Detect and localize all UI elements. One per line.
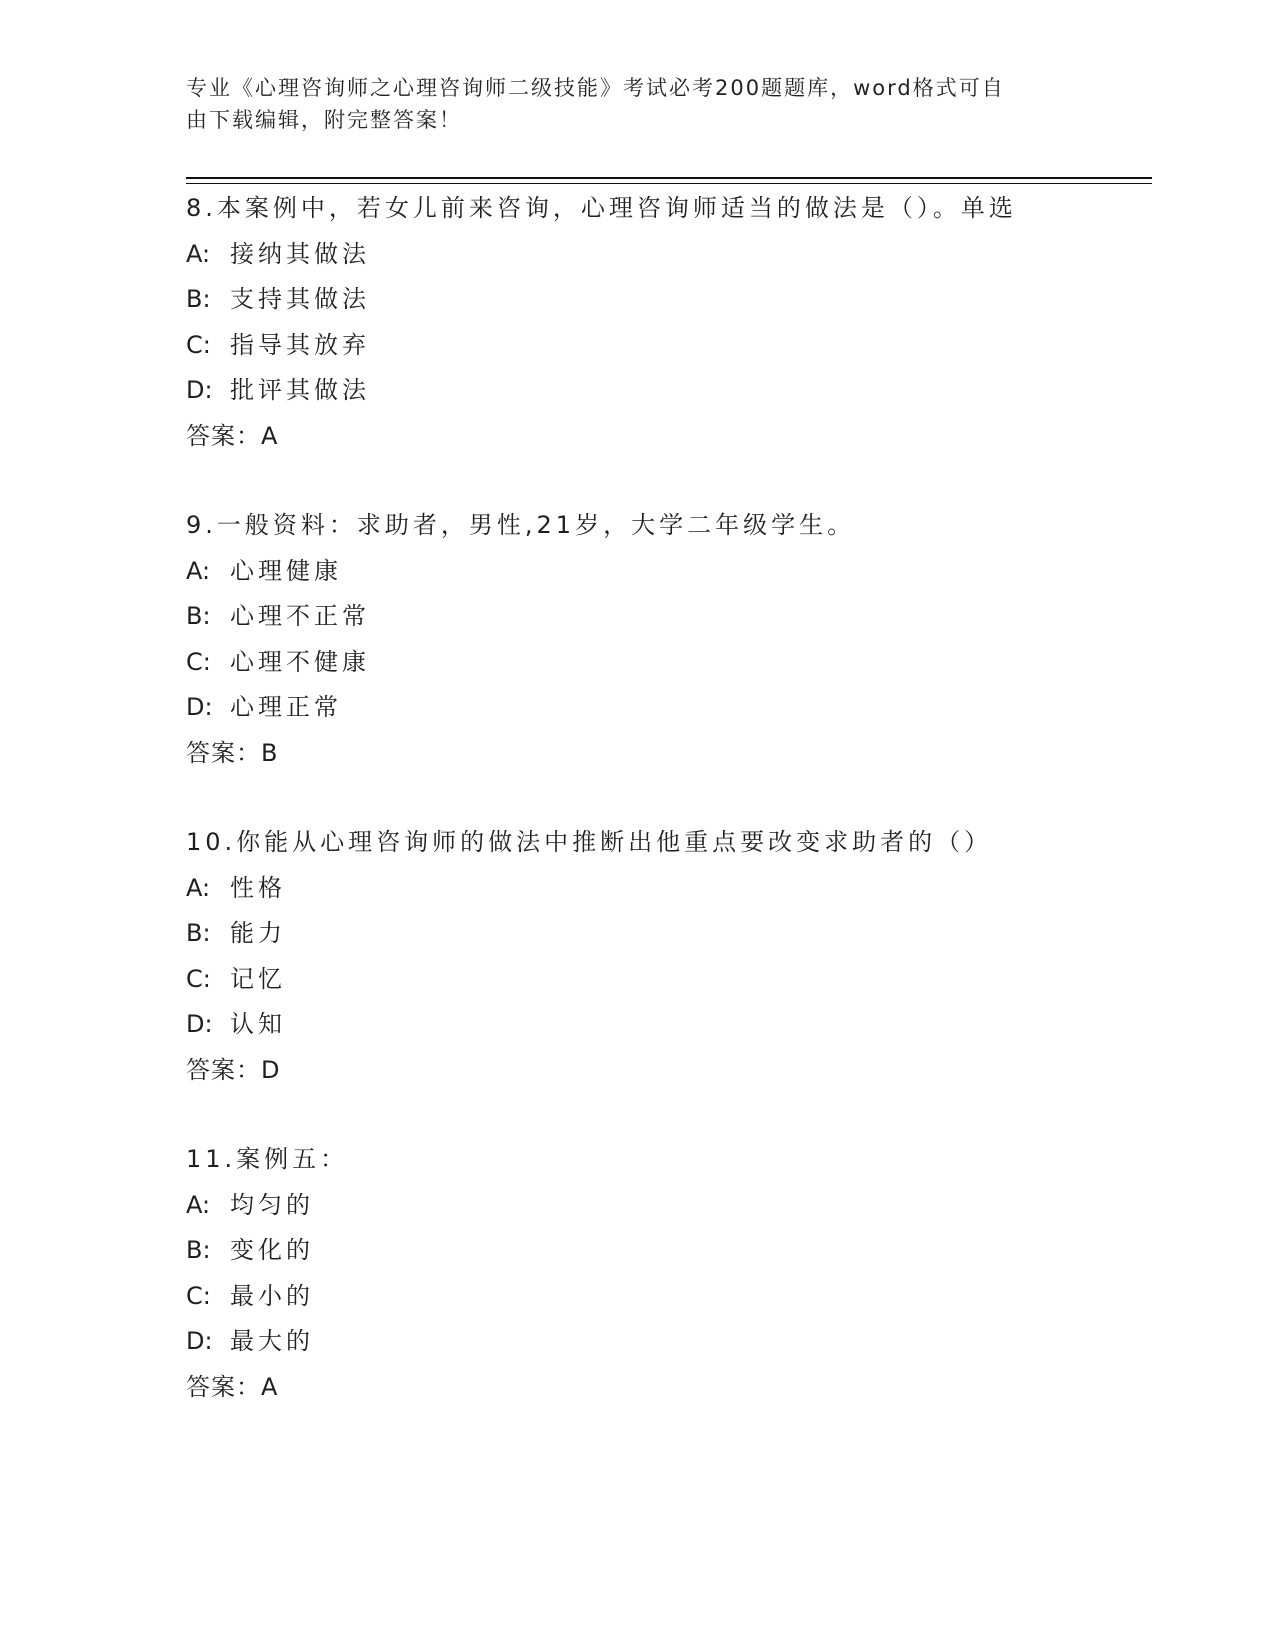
option-text: 心理正常 [230, 693, 342, 721]
option-text: 能力 [230, 919, 286, 947]
option-key: C: [186, 330, 211, 359]
option-a [186, 232, 1152, 278]
option-key: C: [186, 647, 211, 676]
answer-line: 答案：B [186, 738, 279, 767]
option-text: 性格 [230, 873, 286, 902]
option-c [186, 1274, 1152, 1320]
option-b [186, 911, 1152, 957]
question-stem: 10.你能从心理咨询师的做法中推断出他重点要改变求助者的（） [186, 828, 993, 856]
option-key: D: [186, 693, 213, 721]
option-text: 最小的 [230, 1281, 314, 1310]
option-key: D: [186, 1010, 213, 1038]
question-block [186, 186, 1152, 459]
option-text: 记忆 [230, 964, 286, 993]
option-text: 心理不正常 [230, 602, 370, 630]
option-key: D: [186, 376, 213, 404]
option-text: 变化的 [230, 1236, 314, 1264]
option-key: A: [186, 1190, 211, 1219]
question-stem: 11.案例五： [186, 1145, 349, 1173]
option-key: B: [186, 602, 211, 630]
option-d [186, 1002, 1152, 1048]
header-line-2: 由下载编辑，附完整答案！ [186, 108, 462, 132]
option-text: 指导其放弃 [230, 330, 370, 359]
option-c [186, 640, 1152, 686]
option-key: B: [186, 919, 211, 947]
option-key: C: [186, 964, 211, 993]
option-a [186, 1183, 1152, 1229]
option-key: A: [186, 556, 211, 585]
option-b [186, 277, 1152, 323]
option-key: D: [186, 1327, 213, 1355]
option-d [186, 368, 1152, 414]
option-c [186, 957, 1152, 1003]
option-b [186, 1228, 1152, 1274]
option-d [186, 685, 1152, 731]
option-text: 最大的 [230, 1327, 314, 1355]
option-text: 均匀的 [230, 1190, 314, 1219]
answer-line: 答案：A [186, 421, 279, 450]
option-text: 批评其做法 [230, 376, 370, 404]
option-key: A: [186, 239, 211, 268]
answer-line: 答案：A [186, 1372, 279, 1401]
option-text: 心理不健康 [230, 647, 370, 676]
header-line-1: 专业《心理咨询师之心理咨询师二级技能》考试必考200题题库，word格式可自 [186, 76, 1005, 100]
option-text: 支持其做法 [230, 285, 370, 313]
option-c [186, 323, 1152, 369]
question-block [186, 1137, 1152, 1410]
question-stem: 9.一般资料：求助者，男性,21岁，大学二年级学生。 [186, 511, 856, 539]
question-stem: 8.本案例中，若女儿前来咨询，心理咨询师适当的做法是（）。单选 [186, 194, 1017, 222]
option-text: 认知 [230, 1010, 286, 1038]
document-header [186, 72, 1066, 136]
option-key: A: [186, 873, 211, 902]
header-divider-thick [186, 177, 1152, 179]
question-block [186, 820, 1152, 1093]
option-d [186, 1319, 1152, 1365]
header-divider-thin [186, 183, 1152, 184]
option-key: B: [186, 285, 211, 313]
option-b [186, 594, 1152, 640]
question-block [186, 503, 1152, 776]
option-a [186, 866, 1152, 912]
option-key: B: [186, 1236, 211, 1264]
option-a [186, 549, 1152, 595]
option-text: 接纳其做法 [230, 239, 370, 268]
option-key: C: [186, 1281, 211, 1310]
option-text: 心理健康 [230, 556, 342, 585]
answer-line: 答案：D [186, 1055, 281, 1084]
